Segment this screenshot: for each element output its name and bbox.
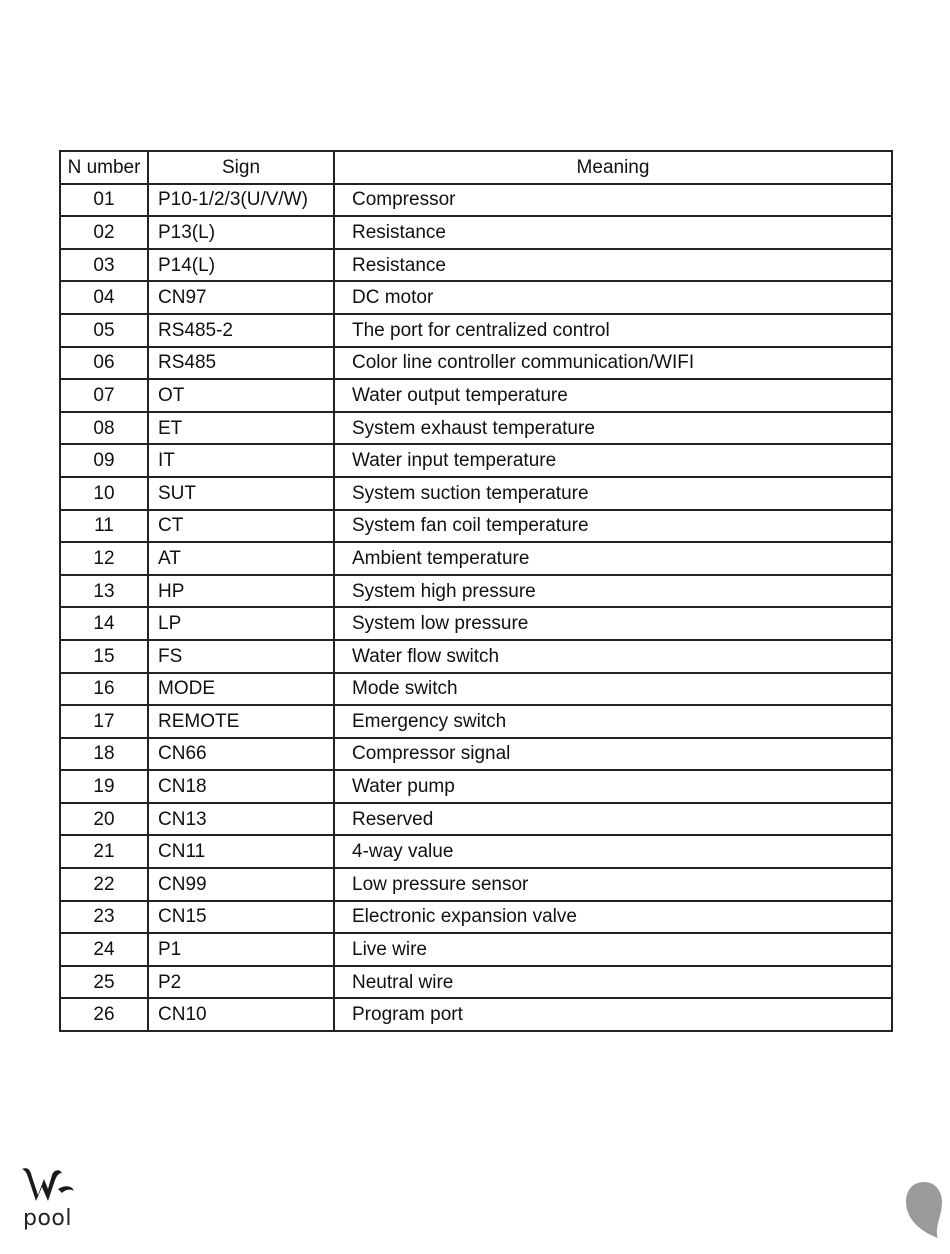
cell-sign: OT xyxy=(148,379,334,412)
cell-sign: ET xyxy=(148,412,334,445)
cell-meaning: Mode switch xyxy=(334,673,892,706)
cell-number: 04 xyxy=(60,281,148,314)
cell-meaning: Resistance xyxy=(334,249,892,282)
cell-meaning: Water output temperature xyxy=(334,379,892,412)
cell-meaning: Low pressure sensor xyxy=(334,868,892,901)
table-row xyxy=(60,607,892,640)
cell-number: 11 xyxy=(60,510,148,543)
cell-sign: CN18 xyxy=(148,770,334,803)
cell-sign: CN11 xyxy=(148,835,334,868)
table-row xyxy=(60,673,892,706)
header-sign: Sign xyxy=(148,151,334,184)
cell-sign: RS485 xyxy=(148,347,334,380)
cell-meaning: System exhaust temperature xyxy=(334,412,892,445)
table-row xyxy=(60,835,892,868)
table-row xyxy=(60,705,892,738)
cell-number: 15 xyxy=(60,640,148,673)
cell-number: 10 xyxy=(60,477,148,510)
cell-meaning: Reserved xyxy=(334,803,892,836)
table-row xyxy=(60,998,892,1031)
cell-meaning: System high pressure xyxy=(334,575,892,608)
table-row xyxy=(60,770,892,803)
table-row xyxy=(60,249,892,282)
cell-sign: CN10 xyxy=(148,998,334,1031)
cell-sign: CN66 xyxy=(148,738,334,771)
cell-number: 09 xyxy=(60,444,148,477)
drop-shape-icon xyxy=(904,1180,944,1240)
cell-number: 19 xyxy=(60,770,148,803)
table-row xyxy=(60,444,892,477)
table-row xyxy=(60,510,892,543)
cell-sign: CN99 xyxy=(148,868,334,901)
table-row xyxy=(60,542,892,575)
table-row xyxy=(60,216,892,249)
cell-sign: P1 xyxy=(148,933,334,966)
cell-meaning: Compressor xyxy=(334,184,892,217)
cell-number: 24 xyxy=(60,933,148,966)
cell-meaning: Water flow switch xyxy=(334,640,892,673)
header-meaning: Meaning xyxy=(334,151,892,184)
table-row xyxy=(60,412,892,445)
cell-meaning: Water pump xyxy=(334,770,892,803)
cell-meaning: Program port xyxy=(334,998,892,1031)
cell-sign: MODE xyxy=(148,673,334,706)
logo-text: pool xyxy=(23,1206,72,1231)
cell-number: 25 xyxy=(60,966,148,999)
cell-meaning: Emergency switch xyxy=(334,705,892,738)
table-row xyxy=(60,347,892,380)
table-row xyxy=(60,640,892,673)
table-row xyxy=(60,184,892,217)
cell-number: 14 xyxy=(60,607,148,640)
cell-sign: P10-1/2/3(U/V/W) xyxy=(148,184,334,217)
cell-meaning: Water input temperature xyxy=(334,444,892,477)
cell-meaning: The port for centralized control xyxy=(334,314,892,347)
cell-sign: HP xyxy=(148,575,334,608)
table-row xyxy=(60,477,892,510)
cell-number: 07 xyxy=(60,379,148,412)
cell-number: 26 xyxy=(60,998,148,1031)
cell-meaning: DC motor xyxy=(334,281,892,314)
cell-meaning: System suction temperature xyxy=(334,477,892,510)
cell-number: 05 xyxy=(60,314,148,347)
cell-meaning: 4-way value xyxy=(334,835,892,868)
cell-number: 18 xyxy=(60,738,148,771)
cell-number: 21 xyxy=(60,835,148,868)
cell-meaning: System low pressure xyxy=(334,607,892,640)
cell-number: 06 xyxy=(60,347,148,380)
cell-sign: RS485-2 xyxy=(148,314,334,347)
cell-number: 23 xyxy=(60,901,148,934)
cell-sign: P13(L) xyxy=(148,216,334,249)
cell-number: 01 xyxy=(60,184,148,217)
cell-sign: P14(L) xyxy=(148,249,334,282)
cell-number: 16 xyxy=(60,673,148,706)
table-header-row xyxy=(60,151,892,184)
cell-number: 02 xyxy=(60,216,148,249)
cell-meaning: Ambient temperature xyxy=(334,542,892,575)
cell-meaning: Resistance xyxy=(334,216,892,249)
cell-number: 17 xyxy=(60,705,148,738)
cell-sign: CN15 xyxy=(148,901,334,934)
table-row xyxy=(60,738,892,771)
cell-meaning: Color line controller communication/WIFI xyxy=(334,347,892,380)
cell-meaning: Compressor signal xyxy=(334,738,892,771)
cell-sign: CN13 xyxy=(148,803,334,836)
cell-sign: LP xyxy=(148,607,334,640)
header-number: N umber xyxy=(60,151,148,184)
table-row xyxy=(60,379,892,412)
table-row xyxy=(60,966,892,999)
table-row xyxy=(60,803,892,836)
cell-meaning: Electronic expansion valve xyxy=(334,901,892,934)
table-row xyxy=(60,314,892,347)
table-row xyxy=(60,281,892,314)
cell-meaning: Live wire xyxy=(334,933,892,966)
cell-number: 22 xyxy=(60,868,148,901)
pin-table xyxy=(59,150,893,1032)
cell-sign: REMOTE xyxy=(148,705,334,738)
cell-sign: CN97 xyxy=(148,281,334,314)
cell-number: 12 xyxy=(60,542,148,575)
cell-sign: FS xyxy=(148,640,334,673)
table-row xyxy=(60,933,892,966)
table-row xyxy=(60,575,892,608)
cell-sign: P2 xyxy=(148,966,334,999)
table-row xyxy=(60,901,892,934)
cell-number: 20 xyxy=(60,803,148,836)
cell-sign: IT xyxy=(148,444,334,477)
cell-sign: AT xyxy=(148,542,334,575)
cell-number: 13 xyxy=(60,575,148,608)
cell-number: 08 xyxy=(60,412,148,445)
cell-number: 03 xyxy=(60,249,148,282)
cell-sign: CT xyxy=(148,510,334,543)
pin-table-container xyxy=(59,150,891,1032)
table-row xyxy=(60,868,892,901)
cell-meaning: Neutral wire xyxy=(334,966,892,999)
cell-meaning: System fan coil temperature xyxy=(334,510,892,543)
cell-sign: SUT xyxy=(148,477,334,510)
